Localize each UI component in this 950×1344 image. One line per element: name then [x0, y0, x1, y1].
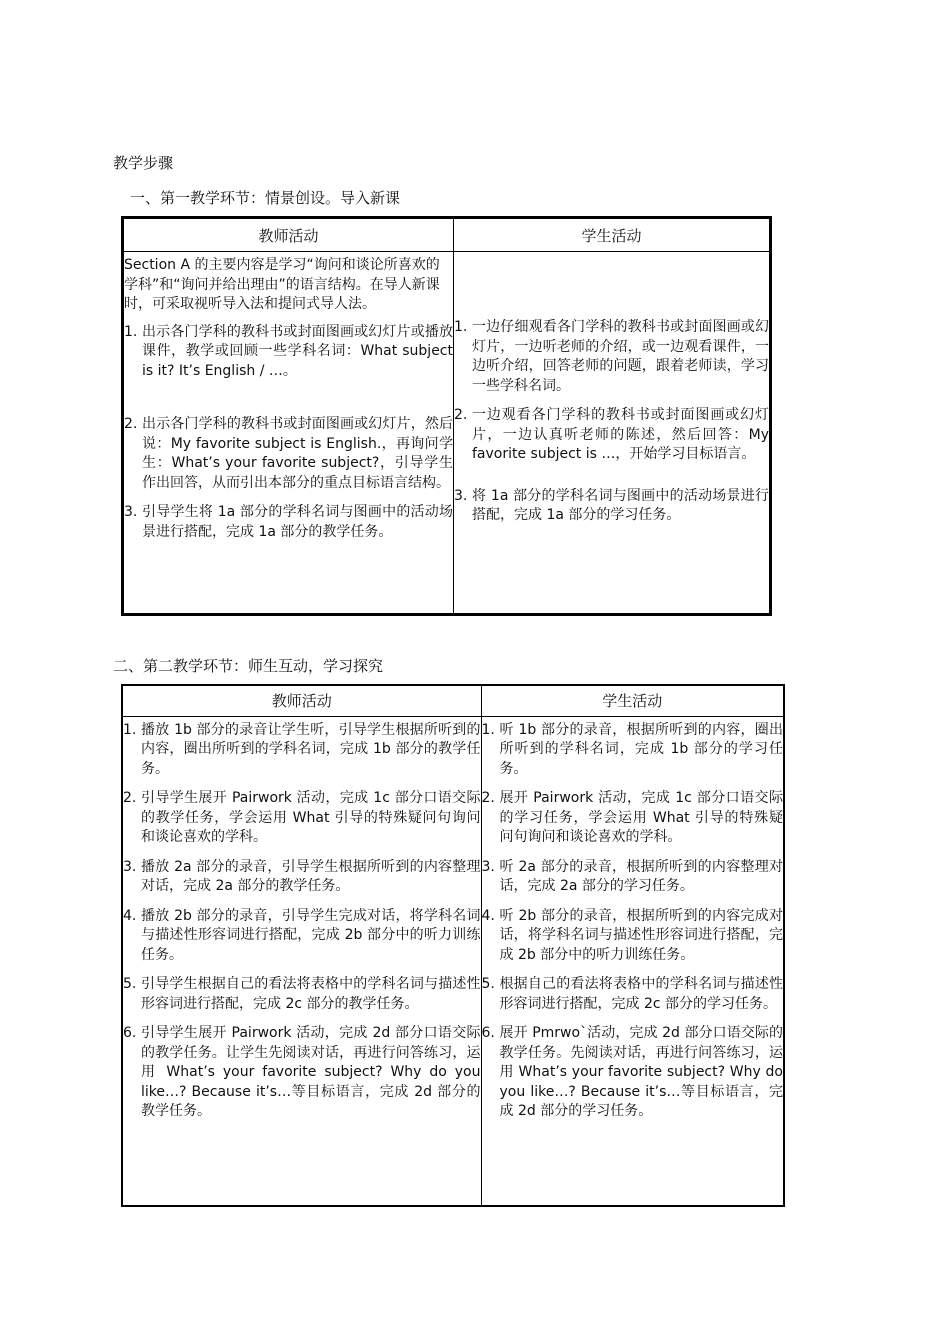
section2-student-cell — [481, 716, 784, 1206]
section2-teacher-header: 教师活动 — [122, 685, 481, 716]
section2-table — [121, 684, 785, 1207]
list-item: 2. 一边观看各门学科的教科书或封面图画或幻灯片，一边认真听老师的陈述，然后回答：My favorite subject is …，开始学习目标语言。 — [454, 407, 769, 462]
list-item: 5. 根据自己的看法将表格中的学科名词与描述性形容词进行搭配，完成 2c 部分的学习任务。 — [481, 976, 783, 1012]
section1-student-cell — [454, 252, 771, 615]
list-item: 3. 播放 2a 部分的录音，引导学生根据所听到的内容整理对话，完成 2a 部分的教学任务。 — [123, 858, 481, 894]
list-item: 1. 一边仔细观看各门学科的教科书或封面图画或幻灯片，一边听老师的介绍，或一边观看课件，一边听介绍，回答老师的问题，跟着老师读，学习一些学科名词。 — [454, 319, 769, 394]
section1-table — [121, 216, 772, 616]
section1-teacher-intro: Section A 的主要内容是学习“询问和谈论所喜欢的学科”和“询问并给出理由”的语言结构。在导人新课时，可采取视听导入法和提问式导人法。 — [124, 257, 440, 312]
list-item: 2. 引导学生展开 Pairwork 活动，完成 1c 部分口语交际的教学任务，学会运用 What 引导的特殊疑问句询问和谈论喜欢的学科。 — [123, 790, 481, 845]
section2-student-header: 学生活动 — [481, 685, 784, 716]
list-item: 6. 引导学生展开 Pairwork 活动，完成 2d 部分口语交际的教学任务。让学生先阅读对话，再进行问答练习，运用 What’s your favorite subject? Why do you like…? Because it’s…等目标语言，完成 2d 部分的教学任务。 — [123, 1025, 481, 1119]
section1-student-header: 学生活动 — [454, 218, 771, 252]
doc-title: 教学步骤 — [113, 154, 174, 172]
list-item: 3. 将 1a 部分的学科名词与图画中的活动场景进行搭配，完成 1a 部分的学习任务。 — [454, 487, 769, 523]
list-item: 2. 展开 Pairwork 活动，完成 1c 部分口语交际的学习任务，学会运用 What 引导的特殊疑问句询问和谈论喜欢的学科。 — [481, 790, 783, 845]
list-item: 2. 出示各门学科的教科书或封面图画或幻灯片，然后说：My favorite subject is English.，再询问学生：What’s your favorite subject?，引导学生作出回答，从而引出本部分的重点目标语言结构。 — [124, 416, 453, 491]
list-item: 3. 听 2a 部分的录音，根据所听到的内容整理对话，完成 2a 部分的学习任务。 — [481, 858, 783, 894]
list-item: 1. 播放 1b 部分的录音让学生听，引导学生根据所听到的内容，圈出所听到的学科名词，完成 1b 部分的教学任务。 — [123, 721, 481, 777]
list-item: 5. 引导学生根据自己的看法将表格中的学科名词与描述性形容词进行搭配，完成 2c 部分的教学任务。 — [123, 976, 481, 1012]
list-item: 3. 引导学生将 1a 部分的学科名词与图画中的活动场景进行搭配，完成 1a 部分的教学任务。 — [124, 504, 453, 540]
list-item: 1. 出示各门学科的教科书或封面图画或幻灯片或播放课件，教学或回顾一些学科名词：What subject is it? It’s English / …。 — [124, 323, 453, 379]
section2-title: 二、第二教学环节：师生互动，学习探究 — [113, 657, 384, 675]
list-item: 4. 听 2b 部分的录音，根据所听到的内容完成对话，将学科名词与描述性形容词进行搭配，完成 2b 部分中的听力训练任务。 — [481, 907, 783, 963]
list-item: 1. 听 1b 部分的录音，根据所听到的内容，圈出所听到的学科名词，完成 1b 部分的学习任务。 — [481, 721, 783, 777]
list-item: 6. 展开 Pmrwo`活动，完成 2d 部分口语交际的教学任务。先阅读对话，再进行问答练习，运用 What’s your favorite subject? Why do you like…? Because it’s…等目标语言，完成 2d 部分的学习任务。 — [481, 1025, 783, 1119]
section1-teacher-header: 教师活动 — [123, 218, 454, 252]
section1-teacher-cell — [123, 252, 454, 615]
section1-title: 一、第一教学环节：情景创设。导入新课 — [130, 189, 401, 207]
list-item: 4. 播放 2b 部分的录音，引导学生完成对话，将学科名词与描述性形容词进行搭配，完成 2b 部分中的听力训练任务。 — [123, 907, 481, 963]
section2-teacher-cell — [122, 716, 481, 1206]
